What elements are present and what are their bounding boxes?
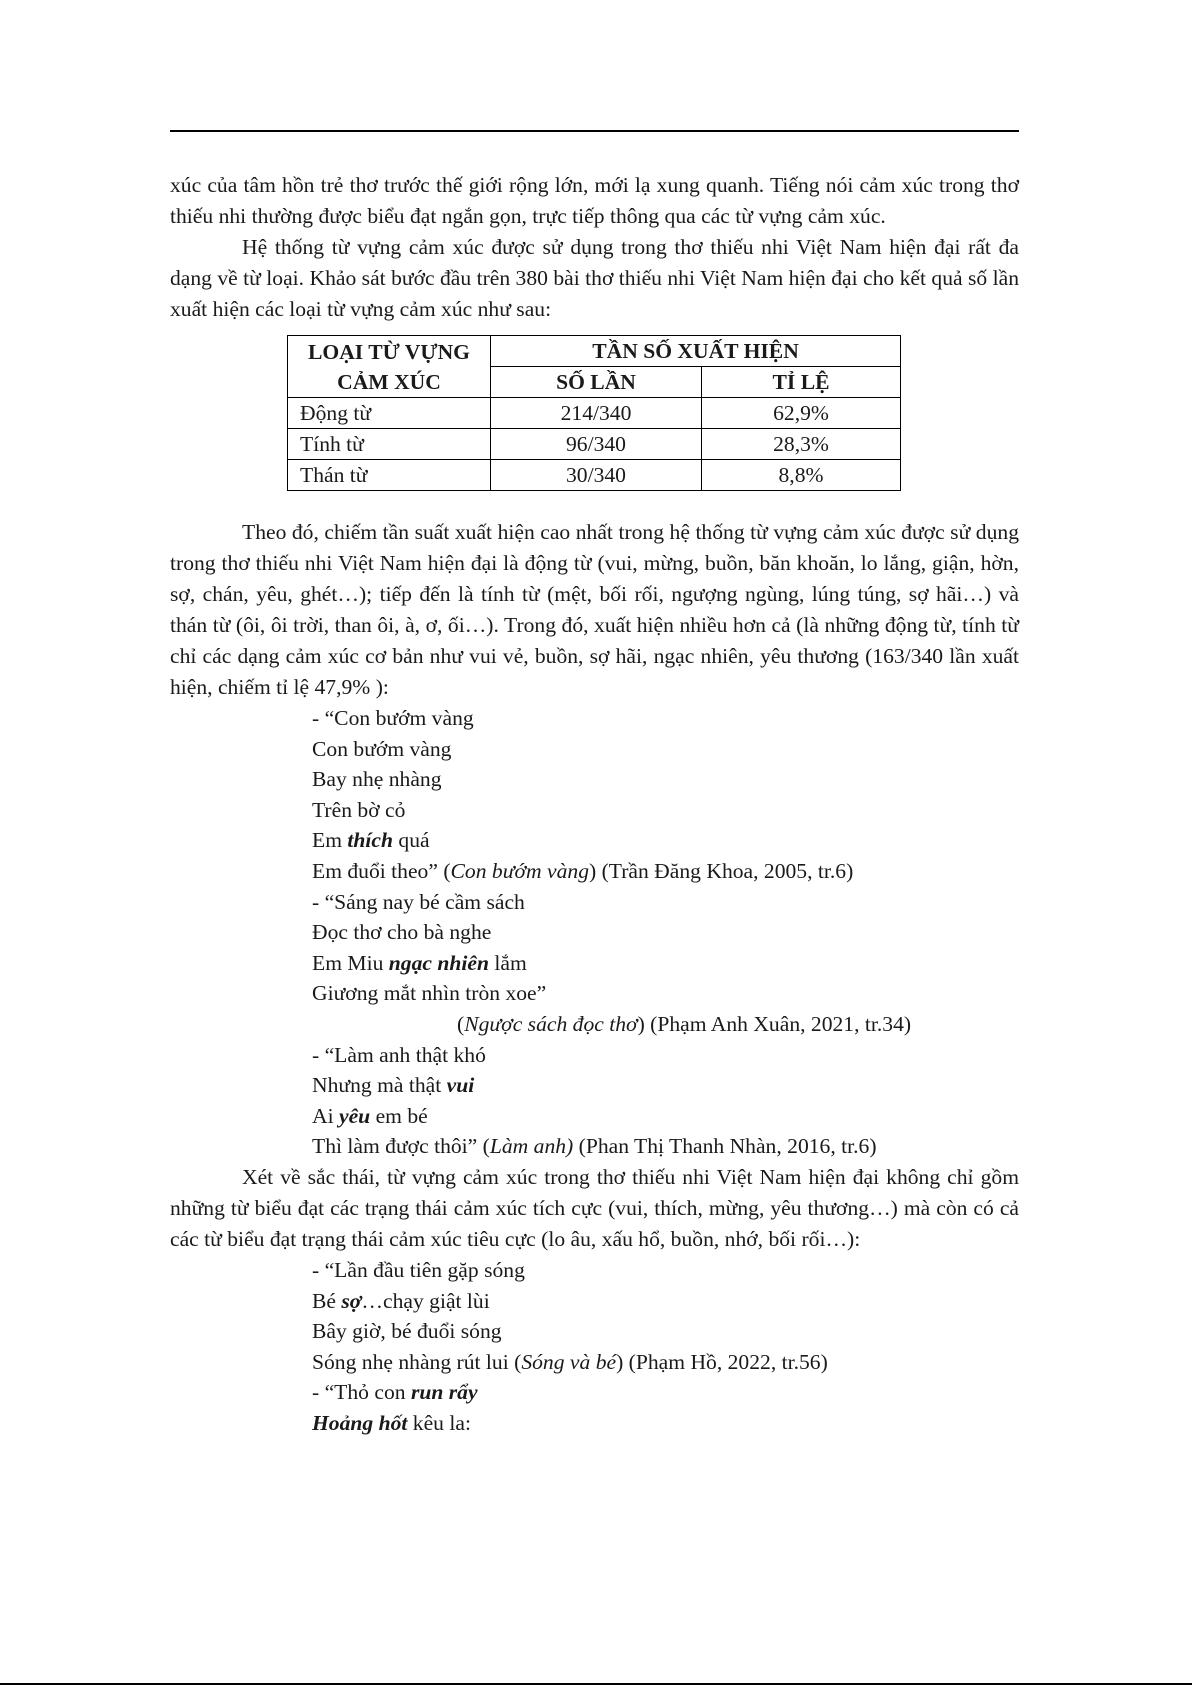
poem-line: Đọc thơ cho bà nghe — [312, 920, 492, 945]
poem-line: Trên bờ cỏ — [312, 797, 406, 822]
table-row — [288, 460, 901, 491]
citation: ) (Trần Đăng Khoa, 2005, tr.6) — [589, 858, 854, 883]
text: Bé — [312, 1288, 342, 1313]
emotion-word: Hoảng hốt — [312, 1410, 408, 1435]
cell-ratio: 8,8% — [702, 460, 901, 491]
poem-line — [312, 856, 1019, 887]
text: Em Miu — [312, 950, 389, 975]
header-rule — [170, 130, 1019, 132]
poem-title: Ngược sách đọc thơ — [464, 1011, 638, 1036]
paragraph-1: xúc của tâm hồn trẻ thơ trước thế giới rộng lớn, mới lạ xung quanh. Tiếng nói cảm xúc trong thơ thiếu nhi thường được biểu đạt ngắn gọn, trực tiếp thông qua các từ vựng cảm xúc. — [170, 173, 1019, 228]
text: Ai — [312, 1103, 339, 1128]
cell-count: 214/340 — [491, 398, 702, 429]
paragraph-2: Hệ thống từ vựng cảm xúc được sử dụng trong thơ thiếu nhi Việt Nam hiện đại rất đa dạng về từ loại. Khảo sát bước đầu trên 380 bài thơ thiếu nhi Việt Nam hiện đại cho kết quả số lần xuất hiện các loại từ vựng cảm xúc như sau: — [170, 235, 1019, 321]
poem-line — [312, 1408, 1019, 1439]
poem-line — [312, 1347, 1019, 1378]
table-row — [288, 429, 901, 460]
text: Em — [312, 828, 348, 853]
poem-line — [312, 1286, 1019, 1317]
frequency-table — [287, 335, 901, 491]
poem-quotes-1 — [312, 703, 1019, 1162]
paragraph-4: Xét về sắc thái, từ vựng cảm xúc trong thơ thiếu nhi Việt Nam hiện đại không chỉ gồm những từ biểu đạt các trạng thái cảm xúc tích cực (vui, thích, mừng, yêu thương…) mà còn có cả các từ biểu đạt trạng thái cảm xúc tiêu cực (lo âu, xấu hổ, buồn, nhớ, bối rối…): — [170, 1164, 1019, 1251]
text: ( — [457, 1011, 465, 1036]
poem-line: - “Làm anh thật khó — [312, 1042, 486, 1067]
text: …chạy giật lùi — [361, 1288, 490, 1313]
poem-line: Bây giờ, bé đuổi sóng — [312, 1319, 502, 1344]
citation: ) (Phạm Hồ, 2022, tr.56) — [616, 1349, 828, 1374]
poem-quotes-2 — [312, 1255, 1019, 1439]
cell-ratio: 28,3% — [702, 429, 901, 460]
emotion-word: thích — [347, 828, 393, 853]
poem-line: - “Lần đầu tiên gặp sóng — [312, 1257, 525, 1282]
emotion-word: ngạc nhiên — [388, 950, 489, 975]
text: em bé — [370, 1103, 428, 1128]
emotion-word: yêu — [339, 1103, 371, 1128]
poem-line — [312, 1070, 1019, 1101]
citation: (Phan Thị Thanh Nhàn, 2016, tr.6) — [573, 1134, 877, 1159]
header-frequency: TẦN SỐ XUẤT HIỆN — [491, 336, 901, 367]
poem-line: - “Con bướm vàng — [312, 706, 474, 730]
poem-line: Con bướm vàng — [312, 736, 452, 761]
header-vocab-type: LOẠI TỪ VỰNG CẢM XÚC — [288, 336, 491, 398]
text: Sóng nhẹ nhàng rút lui ( — [312, 1349, 522, 1374]
header-count: SỐ LẦN — [491, 367, 702, 398]
poem-line: - “Sáng nay bé cầm sách — [312, 889, 525, 914]
cell-count: 30/340 — [491, 460, 702, 491]
emotion-word: run rẩy — [410, 1380, 478, 1405]
text: lắm — [488, 950, 527, 975]
poem-line — [312, 1101, 1019, 1132]
cell-ratio: 62,9% — [702, 398, 901, 429]
cell-type: Thán từ — [288, 460, 491, 491]
text: Thì làm được thôi” ( — [312, 1134, 490, 1159]
poem-source — [312, 1009, 1019, 1040]
page-body — [170, 170, 1019, 1438]
text: quá — [393, 828, 430, 853]
poem-title: Sóng và bé — [521, 1349, 617, 1374]
text: kêu la: — [407, 1410, 471, 1435]
poem-line — [312, 1131, 1019, 1162]
emotion-word: sợ — [341, 1288, 362, 1313]
poem-line: Bay nhẹ nhàng — [312, 767, 442, 792]
poem-line: Giương mắt nhìn tròn xoe” — [312, 981, 547, 1006]
cell-count: 96/340 — [491, 429, 702, 460]
paragraph-3: Theo đó, chiếm tần suất xuất hiện cao nhất trong hệ thống từ vựng cảm xúc được sử dụng trong thơ thiếu nhi Việt Nam hiện đại là động từ (vui, mừng, buồn, băn khoăn, lo lắng, giận, hờn, sợ, chán, yêu, ghét…); tiếp đến là tính từ (mệt, bối rối, ngượng ngùng, lúng túng, sợ hãi…) và thán từ (ôi, ôi trời, than ôi, à, ơ, ối…). Trong đó, xuất hiện nhiều hơn cả (là những động từ, tính từ chỉ các dạng cảm xúc cơ bản như vui vẻ, buồn, sợ hãi, ngạc nhiên, yêu thương (163/340 lần xuất hiện, chiếm tỉ lệ 47,9% ): — [170, 520, 1019, 699]
text: Nhưng mà thật — [312, 1073, 447, 1098]
cell-type: Động từ — [288, 398, 491, 429]
text: - “Thỏ con — [312, 1380, 411, 1405]
poem-title: Làm anh) — [489, 1134, 574, 1159]
citation: ) (Phạm Anh Xuân, 2021, tr.34) — [637, 1011, 912, 1036]
cell-type: Tính từ — [288, 429, 491, 460]
frequency-table-wrapper — [287, 335, 1019, 491]
poem-line — [312, 1377, 1019, 1408]
poem-line — [312, 825, 1019, 856]
poem-title: Con bướm vàng — [450, 858, 589, 883]
poem-line — [312, 948, 1019, 979]
header-ratio: TỈ LỆ — [702, 367, 901, 398]
emotion-word: vui — [446, 1073, 475, 1098]
text: Em đuổi theo” ( — [312, 858, 451, 883]
table-row — [288, 398, 901, 429]
